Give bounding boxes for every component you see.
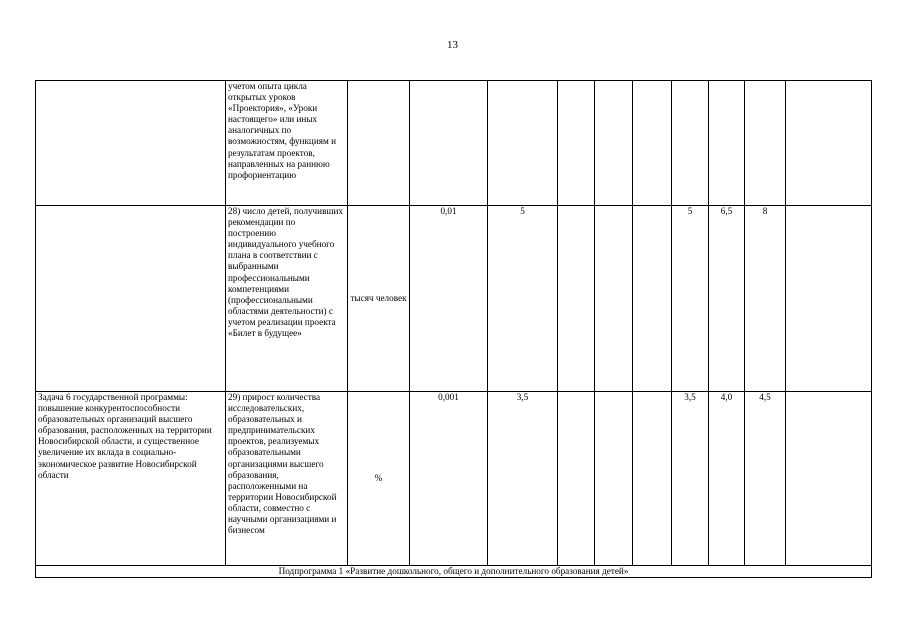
task-cell bbox=[36, 206, 226, 392]
value-cell: 0,01 bbox=[410, 206, 488, 392]
value-cell bbox=[558, 81, 595, 206]
value-cell: 0,001 bbox=[410, 392, 488, 566]
value-cell: 6,5 bbox=[709, 206, 745, 392]
value-cell: 8 bbox=[745, 206, 786, 392]
value-cell: 4,0 bbox=[709, 392, 745, 566]
indicator-cell: учетом опыта цикла открытых уроков «Проектория», «Уроки настоящего» или иных аналогичных по возможностям, функциям и результатам проектов, направленных на раннюю профориентацию bbox=[226, 81, 348, 206]
value-cell bbox=[410, 81, 488, 206]
value-cell bbox=[633, 81, 672, 206]
unit-cell bbox=[348, 81, 410, 206]
value-cell: 3,5 bbox=[488, 392, 558, 566]
value-cell bbox=[558, 206, 595, 392]
value-cell bbox=[786, 81, 872, 206]
value-cell bbox=[672, 81, 709, 206]
unit-cell: % bbox=[348, 392, 410, 566]
table-row bbox=[36, 566, 872, 578]
value-cell bbox=[558, 392, 595, 566]
task-cell: Задача 6 государственной программы: повышение конкурентоспособности образовательных организаций высшего образования, расположенных на территории Новосибирской области, и существенное увеличение их вклада в социально-экономическое развитие Новосибирской области bbox=[36, 392, 226, 566]
value-cell: 5 bbox=[672, 206, 709, 392]
value-cell: 5 bbox=[488, 206, 558, 392]
indicator-cell: 28) число детей, получивших рекомендации по построению индивидуального учебного плана в соответствии с выбранными профессиональными компетенциями (профессиональными областями деятельности) с учетом реализации проекта «Билет в будущее» bbox=[226, 206, 348, 392]
indicator-table bbox=[35, 80, 872, 578]
page-number: 13 bbox=[447, 39, 458, 51]
table-row bbox=[36, 206, 872, 392]
value-cell bbox=[786, 206, 872, 392]
value-cell bbox=[595, 81, 633, 206]
value-cell bbox=[786, 392, 872, 566]
value-cell bbox=[745, 81, 786, 206]
value-cell: 3,5 bbox=[672, 392, 709, 566]
value-cell bbox=[633, 392, 672, 566]
value-cell bbox=[595, 206, 633, 392]
value-cell bbox=[633, 206, 672, 392]
task-cell bbox=[36, 81, 226, 206]
subprogram-heading: Подпрограмма 1 «Развитие дошкольного, общего и дополнительного образования детей» bbox=[36, 566, 872, 578]
table-row bbox=[36, 81, 872, 206]
value-cell: 4,5 bbox=[745, 392, 786, 566]
value-cell bbox=[488, 81, 558, 206]
unit-cell: тысяч человек bbox=[348, 206, 410, 392]
indicator-cell: 29) прирост количества исследовательских, образовательных и предпринимательских проектов, реализуемых образовательными организациями высшего образования, расположенными на территории Новосибирской области, совместно с научными организациями и бизнесом bbox=[226, 392, 348, 566]
table-row bbox=[36, 392, 872, 566]
value-cell bbox=[595, 392, 633, 566]
value-cell bbox=[709, 81, 745, 206]
